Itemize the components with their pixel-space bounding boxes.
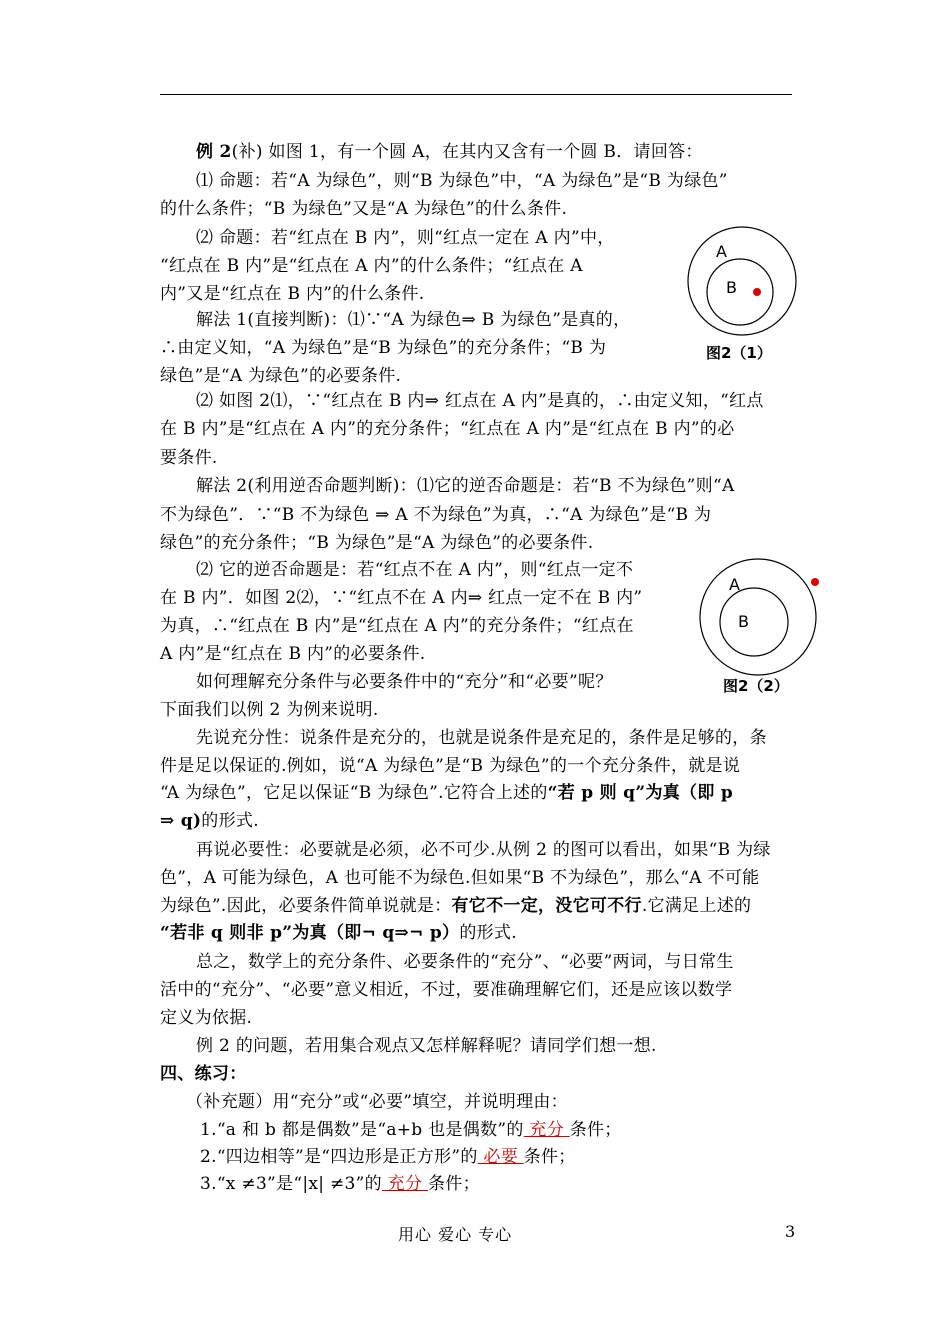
question-1-line-1: ⑴ 命题：若“A 为绿色”，则“B 为绿色”中，“A 为绿色”是“B 为绿色”: [196, 171, 728, 191]
paragraph-2-line-3: [160, 781, 733, 805]
red-dot: [811, 578, 819, 586]
exercise-2: [200, 1145, 576, 1169]
paragraph-4-line-2: 活中的“充分”、“必要”意义相近，不过，要准确理解它们，还是应该以数学: [160, 980, 733, 1000]
paragraph-3-line-4: [160, 921, 517, 945]
paragraph-2-text: “A 为绿色”，它足以保证“B 为绿色”.它符合上述的: [160, 783, 548, 803]
outer-circle-a: [688, 227, 796, 335]
exercise-1: [200, 1118, 622, 1142]
example-title: [196, 140, 703, 164]
paragraph-3-end: 的形式.: [459, 923, 517, 943]
outer-circle-a: [700, 559, 816, 675]
exercise-3-answer: 充分: [381, 1174, 428, 1194]
page-footer: 用心 爱心 专心: [398, 1225, 513, 1244]
inner-circle-b: [707, 259, 773, 325]
solution-1-line-2: ∴由定义知，“A 为绿色”是“B 为绿色”的充分条件；“B 为: [160, 338, 607, 358]
paragraph-3-emphasis: 有它不一定，没它可不行: [451, 896, 642, 916]
example-title-text: (补) 如图 1，有一个圆 A，在其内又含有一个圆 B．请回答：: [231, 142, 703, 162]
example-number: 例 2: [196, 142, 232, 162]
solution-2-line-3: 绿色”的充分条件；“B 为绿色”是“A 为绿色”的必要条件.: [160, 533, 594, 553]
question-1-line-2: 的什么条件；“B 为绿色”又是“A 为绿色”的什么条件.: [160, 199, 568, 219]
paragraph-5: 例 2 的问题，若用集合观点又怎样解释呢？请同学们想一想.: [196, 1036, 657, 1056]
paragraph-3-text: 为绿色”.因此，必要条件简单说就是：: [160, 896, 452, 916]
paragraph-4-line-1: 总之，数学上的充分条件、必要条件的“充分”、“必要”两词，与日常生: [196, 952, 734, 972]
page-number: 3: [785, 1222, 796, 1241]
solution-1-line-1: 解法 1(直接判断)：⑴∵“A 为绿色⇒ B 为绿色”是真的，: [196, 310, 631, 330]
label-b: B: [726, 278, 737, 297]
exercise-intro: （补充题）用“充分”或“必要”填空，并说明理由：: [186, 1092, 568, 1112]
exercise-2-end: 条件；: [523, 1147, 576, 1167]
label-b: B: [738, 612, 749, 631]
paragraph-1-line-2: 下面我们以例 2 为例来说明.: [160, 700, 379, 720]
paragraph-2-line-2: 件是足以保证的.例如，说“A 为绿色”是“B 为绿色”的一个充分条件，就是说: [160, 756, 741, 776]
solution-1-line-4: ⑵ 如图 2⑴，∵“红点在 B 内⇒ 红点在 A 内”是真的，∴由定义知，“红点: [196, 391, 764, 411]
solution-1-line-5: 在 B 内”是“红点在 A 内”的充分条件；“红点在 A 内”是“红点在 B 内”的必: [160, 419, 735, 439]
solution-2-line-4: ⑵ 它的逆否命题是：若“红点不在 A 内”，则“红点一定不: [196, 560, 634, 580]
solution-1-line-6: 要条件.: [160, 448, 218, 468]
figure-2-2: [697, 555, 827, 680]
label-a: A: [716, 242, 727, 261]
exercise-3-text: 3.“x ≠3”是“|x| ≠3”的: [200, 1174, 382, 1194]
solution-2-line-2: 不为绿色”．∵“B 不为绿色 ⇒ A 不为绿色”为真，∴“A 为绿色”是“B 为: [160, 505, 712, 525]
paragraph-3-formula: “若非 q 则非 p”为真（即¬ q⇒¬ p）: [160, 923, 460, 943]
exercise-1-text: 1.“a 和 b 都是偶数”是“a+b 也是偶数”的: [200, 1120, 524, 1140]
exercise-1-answer: 充分: [523, 1120, 570, 1140]
paragraph-2-line-4: [160, 809, 259, 833]
figure-2-1-caption: 图2（1）: [706, 344, 772, 362]
solution-1-line-3: 绿色”是“A 为绿色”的必要条件.: [160, 366, 402, 386]
paragraph-3-line-3: [160, 894, 751, 918]
exercise-1-end: 条件；: [569, 1120, 622, 1140]
paragraph-2-end: 的形式.: [201, 811, 259, 831]
paragraph-3-line-1: 再说必要性：必要就是必须，必不可少.从例 2 的图可以看出，如果“B 为绿: [196, 840, 771, 860]
section-4-heading: 四、练习：: [160, 1064, 247, 1084]
exercise-3-end: 条件；: [427, 1174, 480, 1194]
paragraph-2-line-1: 先说充分性：说条件是充分的，也就是说条件是充足的，条件是足够的，条: [196, 728, 767, 748]
figure-2-1: [683, 222, 803, 342]
paragraph-2-formula: ⇒ q): [160, 811, 202, 831]
paragraph-3-text-2: .它满足上述的: [641, 896, 752, 916]
question-2-line-2: “红点在 B 内”是“红点在 A 内”的什么条件；“红点在 A: [160, 256, 583, 276]
header-rule: [160, 94, 792, 95]
paragraph-4-line-3: 定义为依据.: [160, 1008, 253, 1028]
paragraph-1-line-1: 如何理解充分条件与必要条件中的“充分”和“必要”呢？: [196, 672, 613, 692]
solution-2-line-1: 解法 2(利用逆否命题判断)：⑴它的逆否命题是：若“B 不为绿色”则“A: [196, 476, 735, 496]
red-dot: [753, 288, 761, 296]
label-a: A: [729, 575, 740, 594]
question-2-line-3: 内”又是“红点在 B 内”的什么条件.: [160, 284, 425, 304]
solution-2-line-7: A 内”是“红点在 B 内”的必要条件.: [160, 644, 426, 664]
solution-2-line-5: 在 B 内”．如图 2⑵，∵“红点不在 A 内⇒ 红点一定不在 B 内”: [160, 588, 643, 608]
exercise-3: [200, 1172, 480, 1196]
question-2-line-1: ⑵ 命题：若“红点在 B 内”，则“红点一定在 A 内”中，: [196, 228, 615, 248]
exercise-2-answer: 必要: [477, 1147, 524, 1167]
exercise-2-text: 2.“四边相等”是“四边形是正方形”的: [200, 1147, 478, 1167]
solution-2-line-6: 为真，∴“红点在 B 内”是“红点在 A 内”的充分条件；“红点在: [160, 616, 634, 636]
paragraph-3-line-2: 色”，A 可能为绿色，A 也可能不为绿色.但如果“B 不为绿色”，那么“A 不可能: [160, 868, 760, 888]
figure-2-2-caption: 图2（2）: [723, 677, 789, 695]
inner-circle-b: [720, 588, 788, 656]
paragraph-2-emphasis: “若 p 则 q”为真（即 p: [547, 783, 734, 803]
